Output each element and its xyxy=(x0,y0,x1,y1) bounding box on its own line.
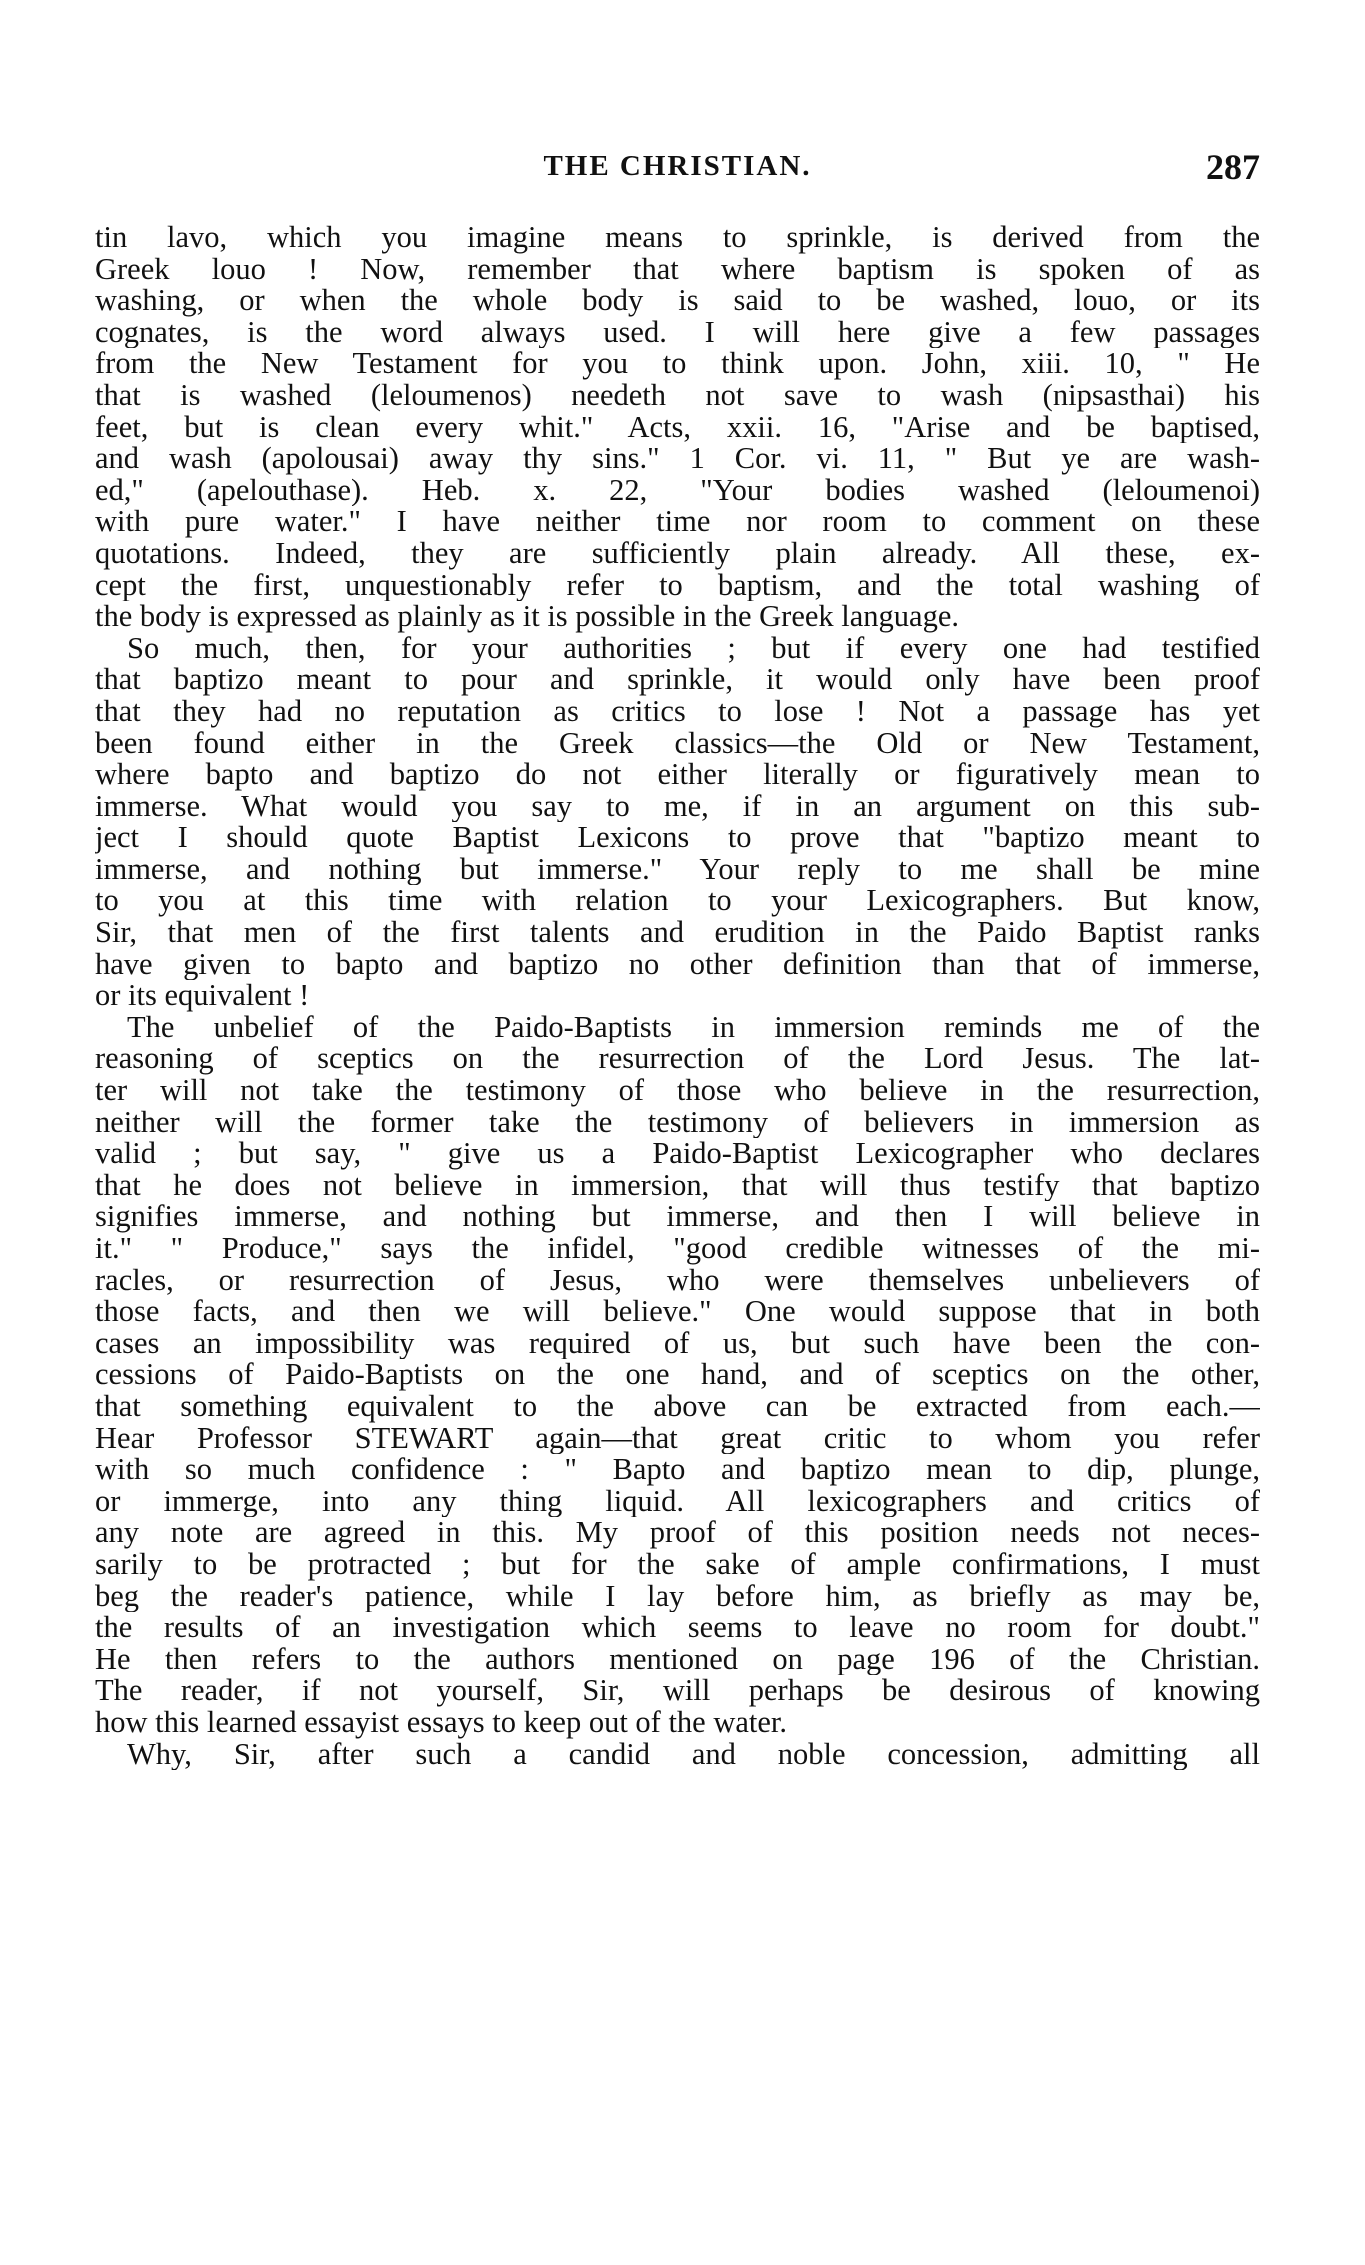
text-line: the results of an investigation which seems to leave no room for doubt." xyxy=(95,1612,1260,1644)
text-line: immerse. What would you say to me, if in an argument on this sub- xyxy=(95,790,1260,823)
text-line: it." " Produce," says the infidel, "good credible witnesses of the mi- xyxy=(95,1233,1260,1265)
text-line: So much, then, for your authorities ; but if every one had testified xyxy=(127,632,1260,665)
text-line: The reader, if not yourself, Sir, will perhaps be desirous of knowing xyxy=(95,1675,1260,1707)
paragraph xyxy=(95,1012,1260,1739)
text-line: washing, or when the whole body is said to be washed, louo, or its xyxy=(95,285,1260,317)
body-text xyxy=(95,222,1260,1770)
text-line: The unbelief of the Paido-Baptists in immersion reminds me of the xyxy=(127,1011,1260,1044)
text-line: from the New Testament for you to think upon. John, xiii. 10, " He xyxy=(95,348,1260,380)
text-line: sarily to be protracted ; but for the sake of ample confirmations, I must xyxy=(95,1548,1260,1581)
text-line: quotations. Indeed, they are sufficiently plain already. All these, ex- xyxy=(95,537,1260,570)
text-line: cessions of Paido-Baptists on the one hand, and of sceptics on the other, xyxy=(95,1359,1260,1391)
text-line: immerse, and nothing but immerse." Your reply to me shall be mine xyxy=(95,853,1260,886)
text-line: ject I should quote Baptist Lexicons to prove that "baptizo meant to xyxy=(95,822,1260,854)
text-line: ter will not take the testimony of those who believe in the resurrection, xyxy=(95,1075,1260,1107)
text-line: Sir, that men of the first talents and erudition in the Paido Baptist ranks xyxy=(95,917,1260,949)
text-line: have given to bapto and baptizo no other definition than that of immerse, xyxy=(95,948,1260,981)
text-line: that something equivalent to the above can be extracted from each.— xyxy=(95,1390,1260,1423)
running-head xyxy=(95,147,1260,190)
text-line: tin lavo, which you imagine means to sprinkle, is derived from the xyxy=(95,222,1260,254)
text-line: feet, but is clean every whit." Acts, xxii. 16, "Arise and be baptised, xyxy=(95,411,1260,444)
page-number: 287 xyxy=(1206,147,1260,187)
text-line: those facts, and then we will believe." One would suppose that in both xyxy=(95,1296,1260,1328)
text-line: the body is expressed as plainly as it is possible in the Greek language. xyxy=(95,601,959,633)
text-line: or its equivalent ! xyxy=(95,980,310,1012)
text-line: cept the first, unquestionably refer to baptism, and the total washing of xyxy=(95,569,1260,602)
paragraph xyxy=(95,1739,1260,1771)
text-line: Greek louo ! Now, remember that where baptism is spoken of as xyxy=(95,253,1260,286)
text-line: ed," (apelouthase). Heb. x. 22, "Your bodies washed (leloumenoi) xyxy=(95,474,1260,507)
text-line: that he does not believe in immersion, that will thus testify that baptizo xyxy=(95,1169,1260,1202)
text-line: and wash (apolousai) away thy sins." 1 Cor. vi. 11, " But ye are wash- xyxy=(95,443,1260,475)
text-line: valid ; but say, " give us a Paido-Baptist Lexicographer who declares xyxy=(95,1138,1260,1170)
text-line: with so much confidence : " Bapto and baptizo mean to dip, plunge, xyxy=(95,1454,1260,1486)
text-line: Why, Sir, after such a candid and noble concession, admitting all xyxy=(127,1738,1260,1771)
text-line: beg the reader's patience, while I lay before him, as briefly as may be, xyxy=(95,1580,1260,1613)
text-line: to you at this time with relation to your Lexicographers. But know, xyxy=(95,885,1260,918)
text-line: how this learned essayist essays to keep out of the water. xyxy=(95,1706,788,1739)
text-line: that they had no reputation as critics to lose ! Not a passage has yet xyxy=(95,695,1260,728)
text-line: cases an impossibility was required of us, but such have been the con- xyxy=(95,1327,1260,1360)
paragraph xyxy=(95,222,1260,633)
text-line: any note are agreed in this. My proof of this position needs not neces- xyxy=(95,1517,1260,1549)
text-line: Hear Professor STEWART again—that great critic to whom you refer xyxy=(95,1422,1260,1455)
paragraph xyxy=(95,633,1260,1012)
text-line: signifies immerse, and nothing but immerse, and then I will believe in xyxy=(95,1201,1260,1233)
text-line: racles, or resurrection of Jesus, who were themselves unbelievers of xyxy=(95,1264,1260,1297)
text-line: that is washed (leloumenos) needeth not save to wash (nipsasthai) his xyxy=(95,379,1260,412)
text-line: where bapto and baptizo do not either literally or figuratively mean to xyxy=(95,759,1260,791)
running-title: THE CHRISTIAN. xyxy=(543,150,812,182)
text-line: neither will the former take the testimony of believers in immersion as xyxy=(95,1106,1260,1139)
text-line: or immerge, into any thing liquid. All lexicographers and critics of xyxy=(95,1485,1260,1518)
text-line: reasoning of sceptics on the resurrection of the Lord Jesus. The lat- xyxy=(95,1043,1260,1076)
text-line: been found either in the Greek classics—the Old or New Testament, xyxy=(95,727,1260,760)
text-line: with pure water." I have neither time nor room to comment on these xyxy=(95,506,1260,538)
text-line: that baptizo meant to pour and sprinkle, it would only have been proof xyxy=(95,664,1260,696)
text-line: cognates, is the word always used. I will here give a few passages xyxy=(95,316,1260,349)
text-line: He then refers to the authors mentioned on page 196 of the Christian. xyxy=(95,1643,1260,1676)
